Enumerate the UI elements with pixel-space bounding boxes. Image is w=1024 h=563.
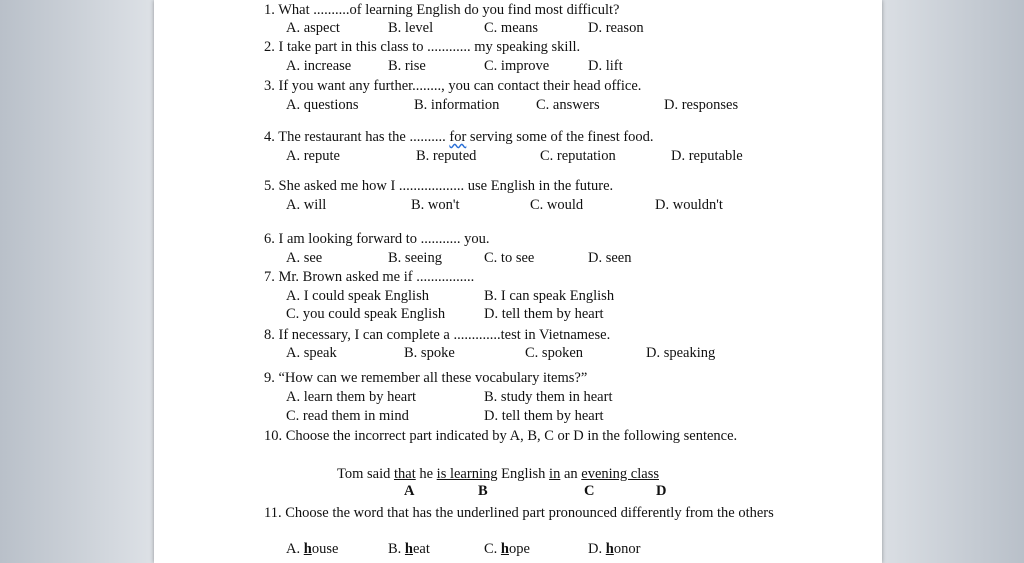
q6-option-d: D. seen [588, 250, 632, 266]
q8-option-c: C. spoken [525, 345, 583, 361]
question-4-stem [264, 129, 654, 146]
q10-underlined-d: evening class [581, 466, 659, 482]
q9-option-d: D. tell them by heart [484, 408, 604, 424]
question-3-stem: 3. If you want any further........, you can contact their head office. [264, 78, 642, 94]
q7-option-b: B. I can speak English [484, 288, 615, 304]
q4-stem-end: serving some of the finest food. [466, 129, 654, 145]
q11-d-underlined: h [605, 541, 614, 557]
q10-part-3: English [497, 466, 550, 482]
q11-option-a [286, 541, 338, 558]
question-10-stem: 10. Choose the incorrect part indicated by A, B, C or D in the following sentence. [264, 428, 738, 444]
q6-option-c: C. to see [484, 250, 535, 266]
q11-a-underlined: h [303, 541, 312, 557]
q11-b-letter: B. [388, 541, 405, 557]
q11-d-rest: onor [613, 541, 641, 557]
q4-flagged-word: for [449, 129, 467, 145]
q11-option-b [388, 541, 430, 558]
q2-option-b: B. rise [388, 58, 426, 74]
q8-option-b: B. spoke [404, 345, 455, 361]
q11-c-rest: ope [509, 541, 530, 557]
q1-option-d: D. reason [588, 20, 644, 36]
q11-option-d [588, 541, 640, 558]
q10-underlined-c: in [549, 466, 561, 482]
question-1-stem: 1. What ..........of learning English do you find most difficult? [264, 2, 620, 18]
q10-underlined-a: that [393, 466, 416, 482]
q11-d-letter: D. [588, 541, 606, 557]
q8-option-d: D. speaking [646, 345, 716, 361]
q10-part-4: an [560, 466, 582, 482]
q10-part-2: he [415, 466, 437, 482]
q4-option-a: A. repute [286, 148, 340, 164]
q3-option-b: B. information [414, 97, 500, 113]
q2-option-a: A. increase [286, 58, 352, 74]
q5-option-d: D. wouldn't [655, 197, 723, 213]
q5-option-b: B. won't [411, 197, 460, 213]
q1-option-b: B. level [388, 20, 434, 36]
q9-option-c: C. read them in mind [286, 408, 409, 424]
q9-option-b: B. study them in heart [484, 389, 613, 405]
q11-c-letter: C. [484, 541, 501, 557]
question-6-stem: 6. I am looking forward to ........... you. [264, 231, 490, 247]
q1-option-a: A. aspect [286, 20, 340, 36]
q7-option-a: A. I could speak English [286, 288, 429, 304]
q6-option-a: A. see [286, 250, 323, 266]
q10-label-b: B [478, 483, 488, 499]
q10-label-a: A [404, 483, 415, 499]
q3-option-a: A. questions [286, 97, 359, 113]
q10-underlined-b: is learning [436, 466, 498, 482]
q1-option-c: C. means [484, 20, 538, 36]
q10-label-c: C [584, 483, 595, 499]
q4-option-b: B. reputed [416, 148, 477, 164]
q11-option-c [484, 541, 530, 558]
question-5-stem: 5. She asked me how I .................. use English in the future. [264, 178, 614, 194]
q11-a-rest: ouse [311, 541, 339, 557]
q9-option-a: A. learn them by heart [286, 389, 417, 405]
q11-b-rest: eat [413, 541, 430, 557]
q11-c-underlined: h [500, 541, 509, 557]
q3-option-d: D. responses [664, 97, 739, 113]
question-8-stem: 8. If necessary, I can complete a .............test in Vietnamese. [264, 327, 611, 343]
q10-label-d: D [656, 483, 667, 499]
q2-option-d: D. lift [588, 58, 623, 74]
question-7-stem: 7. Mr. Brown asked me if ................ [264, 269, 475, 285]
q11-a-letter: A. [286, 541, 304, 557]
document-page [154, 0, 882, 563]
q4-stem-start: 4. The restaurant has the .......... [264, 129, 450, 145]
q10-part-1: Tom said [337, 466, 394, 482]
q6-option-b: B. seeing [388, 250, 442, 266]
q4-option-d: D. reputable [671, 148, 743, 164]
q2-option-c: C. improve [484, 58, 550, 74]
q4-option-c: C. reputation [540, 148, 616, 164]
q5-option-c: C. would [530, 197, 584, 213]
q10-sentence [337, 466, 659, 483]
q7-option-d: D. tell them by heart [484, 306, 604, 322]
q3-option-c: C. answers [536, 97, 600, 113]
question-11-stem: 11. Choose the word that has the underlined part pronounced differently from the others [264, 505, 774, 521]
question-2-stem: 2. I take part in this class to ............ my speaking skill. [264, 39, 581, 55]
q11-b-underlined: h [404, 541, 413, 557]
q7-option-c: C. you could speak English [286, 306, 446, 322]
q8-option-a: A. speak [286, 345, 337, 361]
q5-option-a: A. will [286, 197, 327, 213]
question-9-stem: 9. “How can we remember all these vocabulary items?” [264, 370, 588, 386]
